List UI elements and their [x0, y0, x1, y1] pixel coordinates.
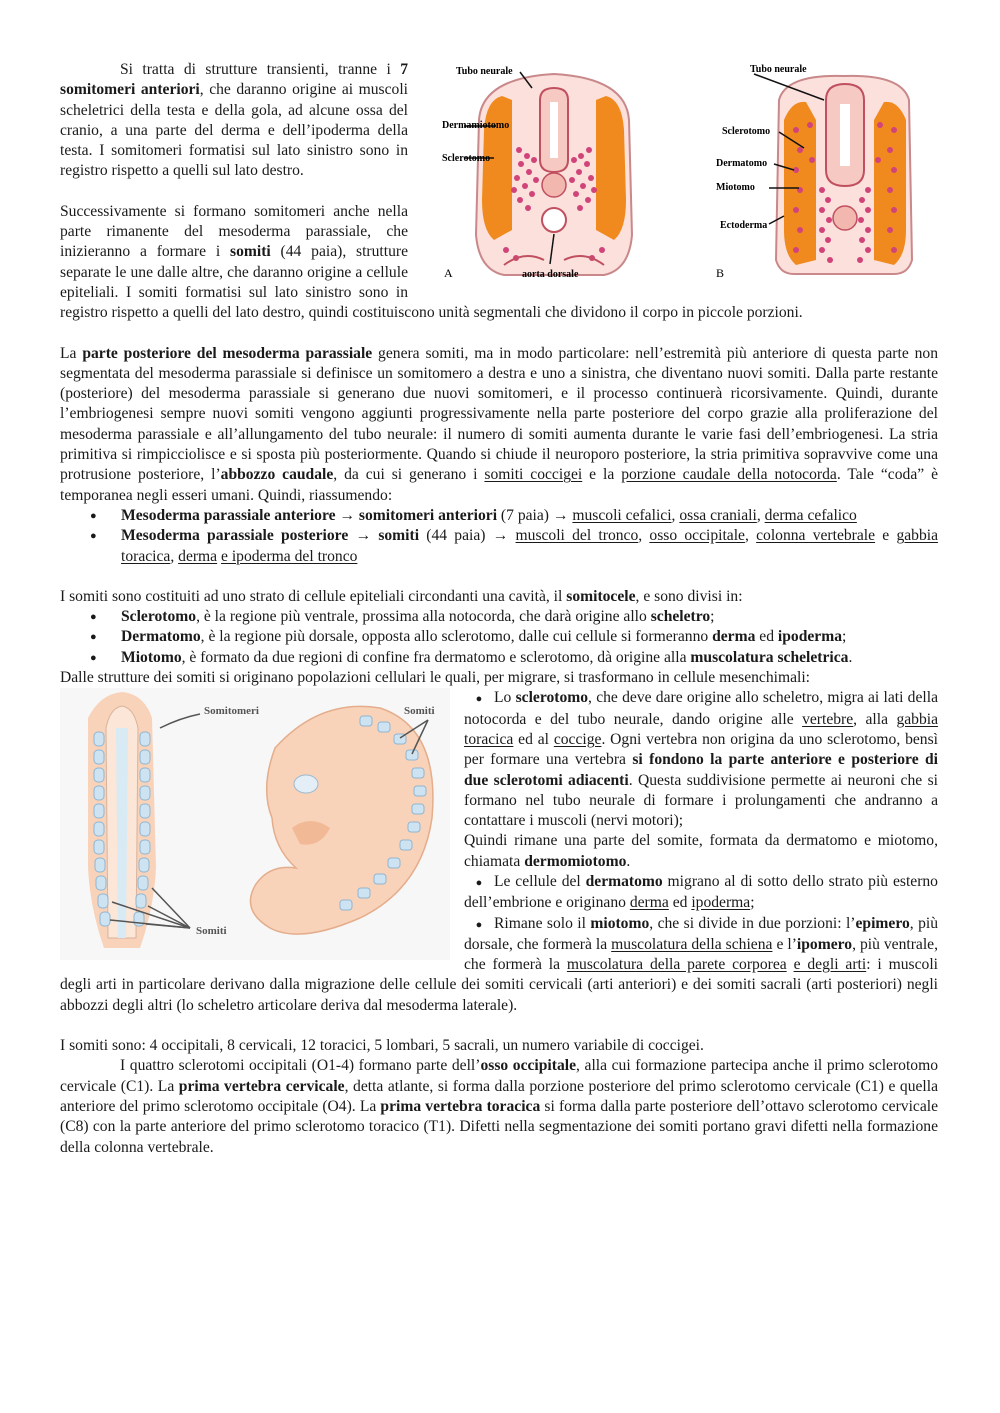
label-sclerotomo-a: Sclerotomo [442, 153, 491, 164]
label-tubo-neurale-a: Tubo neurale [456, 66, 513, 77]
figure-embryo-somites [60, 688, 450, 960]
label-miotomo: Miotomo [716, 182, 755, 193]
label-somitomeri: Somitomeri [204, 705, 259, 718]
panel-a-section [442, 66, 632, 280]
list-item: ● Sclerotomo, è la regione più ventrale, prossima alla notocorda, che darà origine allo scheletro; [60, 607, 938, 627]
label-sclerotomo-b: Sclerotomo [722, 126, 771, 137]
document-page [60, 60, 938, 1158]
list-item: ● Dermatomo, è la regione più dorsale, opposta allo sclerotomo, dalle cui cellule si formeranno derma ed ipoderma; [60, 627, 938, 647]
list-item: ● Mesoderma parassiale posteriore → somiti (44 paia) → muscoli del tronco, osso occipitale, colonna vertebrale e gabbia toracica, derma e ipoderma del tronco [60, 526, 938, 567]
label-dermatomo: Dermatomo [716, 158, 768, 169]
embryo-somites-diagram [60, 688, 450, 960]
paragraph-somitomeri-transienti: Si tratta di strutture transienti, tranne i 7 somitomeri anteriori, che daranno origine ai muscoli scheletrici della testa e della gola, ad alcune ossa del cranio, a una parte del derma e dell’ipoderma della testa. I somitomeri formatisi sul lato sinistro sono in registro rispetto a quelli sul lato destro. [60, 61, 408, 180]
paragraph-parte-posteriore: La parte posteriore del mesoderma parassiale genera somiti, ma in modo particolare: nell’estremità più anteriore di questa parte non segmentata del mesoderma parassiale si definisce un somitomero a destra e uno a sinistra, che diventano nuovi somiti. Dalla parte restante (posteriore) del mesoderma parassiale si generano due nuovi somitomeri, e il processo continuerà ricorsivamente. Quindi, durante l’embriogenesi sempre nuovi somiti vengono aggiunti progressivamente nella parte posteriore del corpo grazie alla proliferazione del mesoderma parassiale e all’allungamento del tubo neurale: il numero di somiti aumenta durante le varie fasi dell’embriogenesi. La stria primitiva si rimpicciolisce e si sposta più posteriormente. Quando si chiude il neuroporo posteriore, la stria primitiva sopravvive come una protrusione posteriore, l’abbozzo caudale, da cui si generano i somiti coccigei e la porzione caudale della notocorda. Tale “coda” è temporanea negli esseri umani. Quindi, riassumendo: [60, 344, 939, 504]
label-tubo-neurale-b: Tubo neurale [750, 64, 807, 75]
label-panel-a: A [444, 266, 453, 280]
paragraph-sclerotomo-migrazione: ● Lo sclerotomo, che deve dare origine allo scheletro, migra ai lati della notocorda e del tubo neurale, dando origine alle vertebre, alla gabbia toracica ed al coccige. Ogni vertebra non origina da uno sclerotomo, bensì per formare una vertebra si fondono la parte anteriore e posteriore di due sclerotomi adiacenti. Questa suddivisione permette ai neuroni che si formano nel tubo neurale di formare i prolungamenti che andranno a contattare i muscoli (nervi motori); [464, 689, 939, 830]
somite-sections-diagram [424, 60, 938, 282]
label-ectoderma: Ectoderma [720, 220, 768, 231]
label-somiti-top: Somiti [404, 705, 435, 718]
paragraph-miotomo: ● Rimane solo il miotomo, che si divide in due porzioni: l’epimero, più dorsale, che formerà la muscolatura della schiena e l’ipomero, più ventrale, che formerà la muscolatura della parete corporea e degli arti: i muscoli degli arti in particolare derivano dalla migrazione delle cellule dei somiti cervicali (arti anteriori) e dei somiti sacrali (arti posteriori) negli abbozzi degli altri (lo scheletro articolare deriva dal mesoderma laterale). [60, 914, 939, 1014]
paragraph-conteggio-somiti: I somiti sono: 4 occipitali, 8 cervicali, 12 toracici, 5 lombari, 5 sacrali, un numero variabile di coccigei. [60, 1037, 704, 1055]
paragraph-dermomiotomo: Quindi rimane una parte del somite, formata da dermatomo e miotomo, chiamata dermomiotomo. [464, 832, 938, 870]
label-dermamiotomo: Dermamiotomo [442, 120, 510, 131]
summary-list [60, 506, 938, 567]
list-item: ● Mesoderma parassiale anteriore → somitomeri anteriori (7 paia) → muscoli cefalici, ossa craniali, derma cefalico [60, 506, 938, 526]
label-aorta-dorsale: aorta dorsale [522, 269, 579, 280]
label-panel-b: B [716, 266, 725, 280]
paragraph-sclerotomi-occipitali: I quattro sclerotomi occipitali (O1-4) formano parte dell’osso occipitale, alla cui formazione partecipa anche il primo sclerotomo cervicale (C1). La prima vertebra cervicale, detta atlante, si forma dalla porzione posteriore del primo sclerotomo cervicale (C1) e quella anteriore del primo sclerotomo occipitale (O4). La prima vertebra toracica si forma dalla parte posteriore dell’ottavo sclerotomo cervicale (C8) con la parte anteriore del primo sclerotomo toracico (T1). Difetti nella segmentazione dei somiti portano gravi difetti nella formazione della colonna vertebrale. [60, 1057, 939, 1156]
paragraph-dermatomo: ● Le cellule del dermatomo migrano al di sotto dello strato più esterno dell’embrione e originano derma ed ipoderma; [464, 872, 938, 912]
figure-somite-sections [424, 60, 938, 282]
panel-b-section [716, 64, 912, 280]
somite-parts-list [60, 607, 938, 668]
paragraph-somiti-formazione: Successivamente si formano somitomeri anche nella parte rimanente del mesoderma parassiale, che inizieranno a formare i somiti (44 paia), strutture separate le une dalle altre, che daranno origine a cellule epiteliali. I somiti formatisi sul lato sinistro sono in registro rispetto a quelli del lato destro, quindi costituiscono unità segmentali che dividono il corpo in piccole porzioni. [60, 202, 803, 322]
list-item: ● Miotomo, è formato da due regioni di confine fra dermatomo e sclerotomo, dà origine alla muscolatura scheletrica. [60, 648, 938, 668]
paragraph-migrazione: Dalle strutture dei somiti si originano popolazioni cellulari le quali, per migrare, si trasformano in cellule mesenchimali: [60, 669, 811, 687]
paragraph-somitocele: I somiti sono costituiti ad uno strato di cellule epiteliali circondanti una cavità, il somitocele, e sono divisi in: [60, 587, 743, 605]
label-somiti-bottom: Somiti [196, 925, 227, 938]
